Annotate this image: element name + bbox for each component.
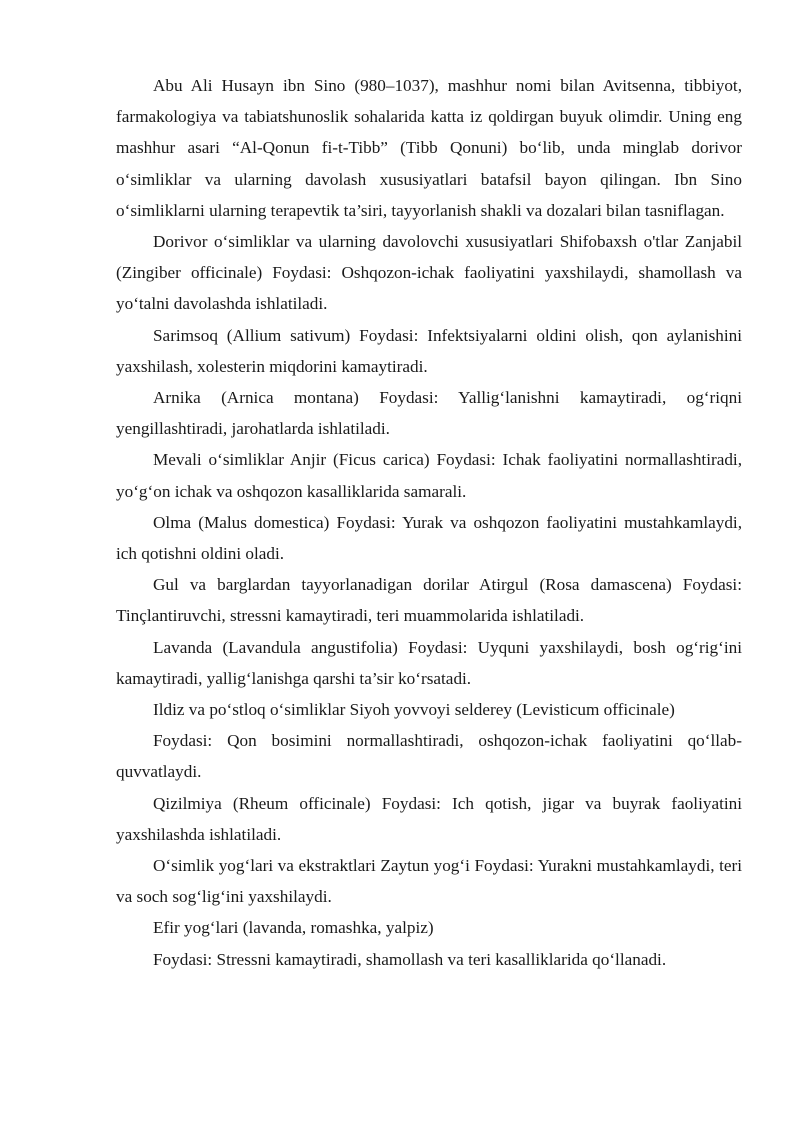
paragraph-efir-heading: Efir yog‘lari (lavanda, romashka, yalpiz) [153,918,434,938]
paragraph-lavanda: Lavanda (Lavandula angustifolia) Foydasi: Uyquni yaxshilaydi, bosh og‘rig‘ini kamaytiradi, yallig‘lanishga qarshi ta’sir ko‘rsatadi. [116,637,742,688]
paragraph-selderey-benefit: Foydasi: Qon bosimini normallashtiradi, oshqozon-ichak faoliyatini qo‘llab-quvvatlaydi. [116,731,742,782]
paragraph-atirgul: Gul va barglardan tayyorlanadigan dorilar Atirgul (Rosa damascena) Foydasi: Tinçlantiruvchi, stressni kamaytiradi, teri muammolarida ishlatiladi. [116,575,742,626]
paragraph-arnika: Arnika (Arnica montana) Foydasi: Yallig‘lanishni kamaytiradi, og‘riqni yengillashtiradi, jarohatlarda ishlatiladi. [116,388,742,439]
paragraph-olma: Olma (Malus domestica) Foydasi: Yurak va oshqozon faoliyatini mustahkamlaydi, ich qotishni oldini oladi. [116,512,742,564]
paragraph-zaytun: O‘simlik yog‘lari va ekstraktlari Zaytun yog‘i Foydasi: Yurakni mustahkamlaydi, teri va soch sog‘lig‘ini yaxshilaydi. [116,856,742,907]
paragraph-zanjabil: Dorivor o‘simliklar va ularning davolovchi xususiyatlari Shifobaxsh o'tlar Zanjabil (Zingiber officinale) Foydasi: Oshqozon-ichak faoliyatini yaxshilaydi, shamollash va yo‘talni davolashda ishlatiladi. [116,232,742,314]
paragraph-efir-benefit: Foydasi: Stressni kamaytiradi, shamollash va teri kasalliklarida qo‘llanadi. [153,949,667,969]
paragraph-selderey-heading: Ildiz va po‘stloq o‘simliklar Siyoh yovvoyi selderey (Levisticum officinale) [153,700,675,720]
document-page [116,70,742,975]
paragraph-qizilmiya: Qizilmiya (Rheum officinale) Foydasi: Ich qotish, jigar va buyrak faoliyatini yaxshilashda ishlatiladi. [116,793,742,844]
paragraph-anjir: Mevali o‘simliklar Anjir (Ficus carica) Foydasi: Ichak faoliyatini normallashtiradi, yo‘g‘on ichak va oshqozon kasalliklarida samarali. [116,450,742,501]
paragraph-ibn-sino-intro: Abu Ali Husayn ibn Sino (980–1037), mashhur nomi bilan Avitsenna, tibbiyot, farmakologiya va tabiatshunoslik sohalarida katta iz qoldirgan buyuk olimdir. Uning eng mashhur asari “Al-Qonun fi-t-Tibb” (Tibb Qonuni) bo‘lib, unda minglab dorivor o‘simliklar va ularning davolash xususiyatlari batafsil bayon qilingan. Ibn Sino o‘simliklarni ularning terapevtik ta’siri, tayyorlanish shakli va dozalari bilan tasniflagan. [116,76,742,220]
paragraph-sarimsoq: Sarimsoq (Allium sativum) Foydasi: Infektsiyalarni oldini olish, qon aylanishini yaxshilash, xolesterin miqdorini kamaytiradi. [116,325,742,376]
